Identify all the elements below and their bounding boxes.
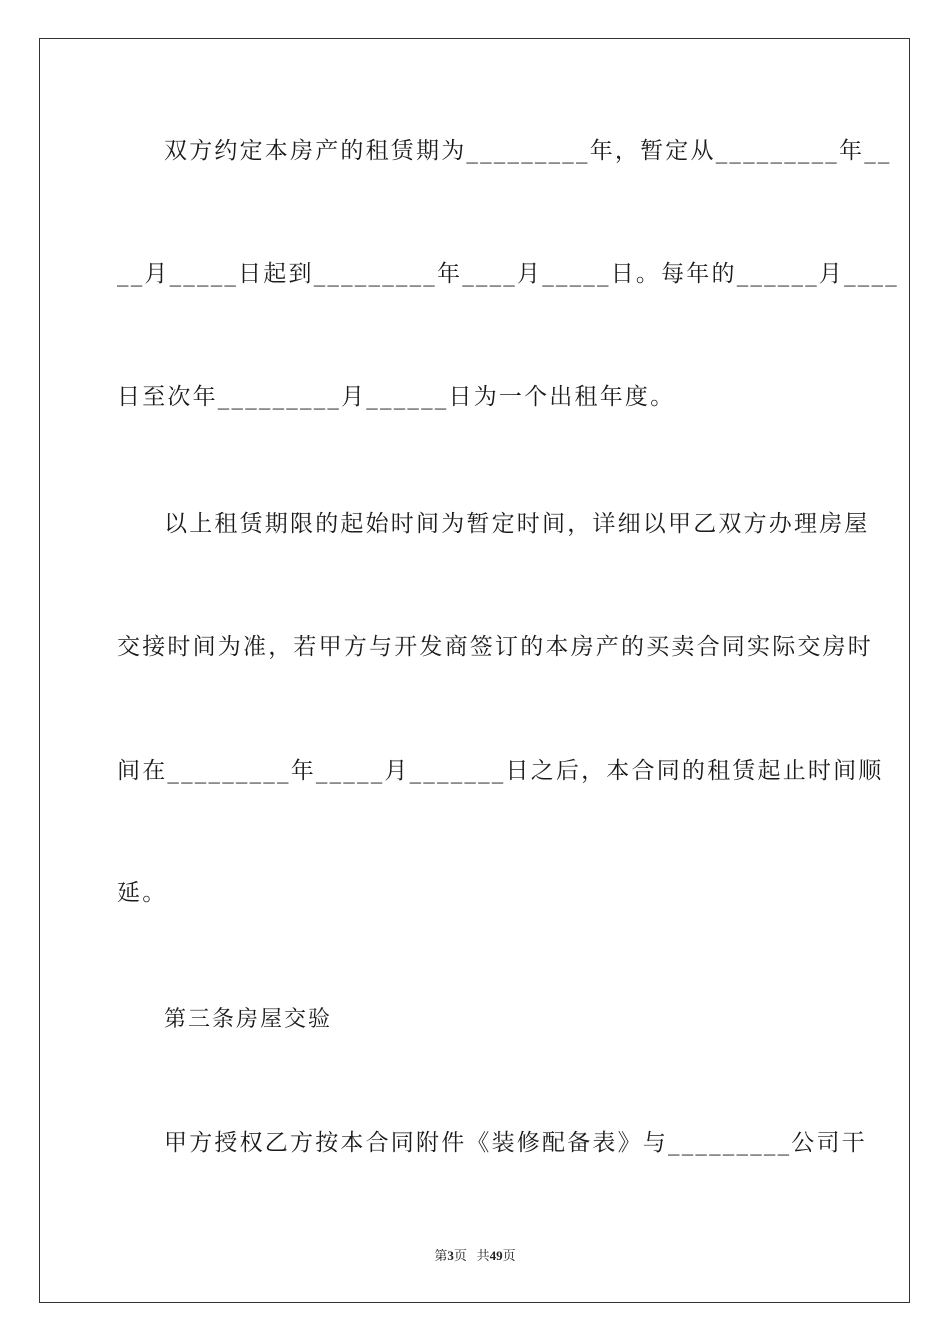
- footer-total-prefix: 共: [476, 1248, 490, 1263]
- paragraph-2-line-1: 以上租赁期限的起始时间为暂定时间，详细以甲乙双方办理房屋: [164, 511, 870, 537]
- footer-total-suffix: 页: [502, 1248, 516, 1263]
- paragraph-2-line-4: 延。: [117, 880, 168, 906]
- footer-page-prefix: 第: [434, 1248, 448, 1263]
- footer-page-suffix: 页: [453, 1248, 467, 1263]
- paragraph-3-line-1: 甲方授权乙方按本合同附件《装修配备表》与_________公司干: [164, 1130, 867, 1156]
- paragraph-2-line-3: 间在_________年_____月_______日之后，本合同的租赁起止时间顺: [117, 758, 884, 784]
- page-footer: [0, 1247, 950, 1265]
- footer-page-number: 3: [447, 1248, 454, 1263]
- paragraph-1-line-1: 双方约定本房产的租赁期为_________年，暂定从_________年__: [164, 138, 892, 164]
- paragraph-1-line-3: 日至次年_________月______日为一个出租年度。: [117, 384, 676, 410]
- page-border: [39, 38, 910, 1303]
- footer-total-pages: 49: [489, 1248, 503, 1263]
- paragraph-2-line-2: 交接时间为准，若甲方与开发商签订的本房产的买卖合同实际交房时: [117, 634, 873, 660]
- section-heading: 第三条房屋交验: [164, 1007, 333, 1032]
- paragraph-1-line-2: __月_____日起到_________年____月_____日。每年的______月____: [117, 261, 899, 287]
